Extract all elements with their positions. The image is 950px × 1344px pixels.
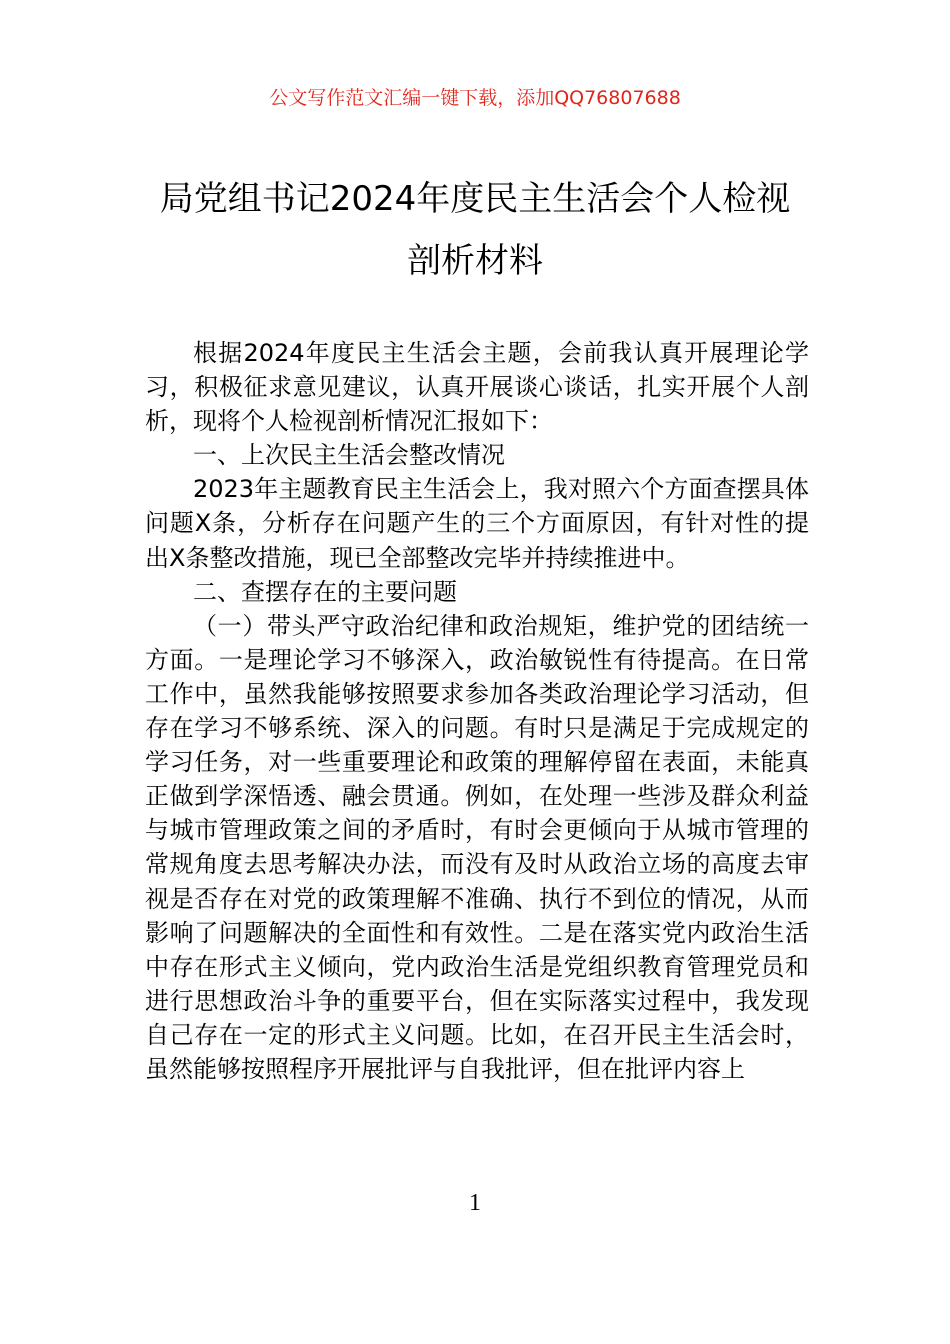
page-number: 1: [469, 1190, 481, 1216]
section-heading-2: 二、查摆存在的主要问题: [193, 577, 457, 606]
document-body: [145, 336, 809, 1086]
title-line-1: 局党组书记2024年度民主生活会个人检视: [159, 179, 791, 219]
document-title: [120, 168, 830, 292]
title-line-2: 剖析材料: [407, 241, 543, 281]
problems-paragraph: （一）带头严守政治纪律和政治规矩，维护党的团结统一方面。一是理论学习不够深入，政治敏锐性有待提高。在日常工作中，虽然我能够按照要求参加各类政治理论学习活动，但存在学习不够系统、深入的问题。有时只是满足于完成规定的学习任务，对一些重要理论和政策的理解停留在表面，未能真正做到学深悟透、融会贯通。例如，在处理一些涉及群众利益与城市管理政策之间的矛盾时，有时会更倾向于从城市管理的常规角度去思考解决办法，而没有及时从政治立场的高度去审视是否存在对党的政策理解不准确、执行不到位的情况，从而影响了问题解决的全面性和有效性。二是在落实党内政治生活中存在形式主义倾向，党内政治生活是党组织教育管理党员和进行思想政治斗争的重要平台，但在实际落实过程中，我发现自己存在一定的形式主义问题。比如，在召开民主生活会时，虽然能够按照程序开展批评与自我批评，但在批评内容上: [145, 611, 809, 1083]
rectification-paragraph: 2023年主题教育民主生活会上，我对照六个方面查摆具体问题X条，分析存在问题产生的三个方面原因，有针对性的提出X条整改措施，现已全部整改完毕并持续推进中。: [145, 475, 809, 572]
intro-paragraph: 根据2024年度民主生活会主题，会前我认真开展理论学习，积极征求意见建议，认真开展谈心谈话，扎实开展个人剖析，现将个人检视剖析情况汇报如下：: [145, 339, 809, 436]
download-banner: 公文写作范文汇编一键下载，添加QQ76807688: [269, 87, 681, 109]
section-heading-1: 一、上次民主生活会整改情况: [193, 441, 505, 470]
